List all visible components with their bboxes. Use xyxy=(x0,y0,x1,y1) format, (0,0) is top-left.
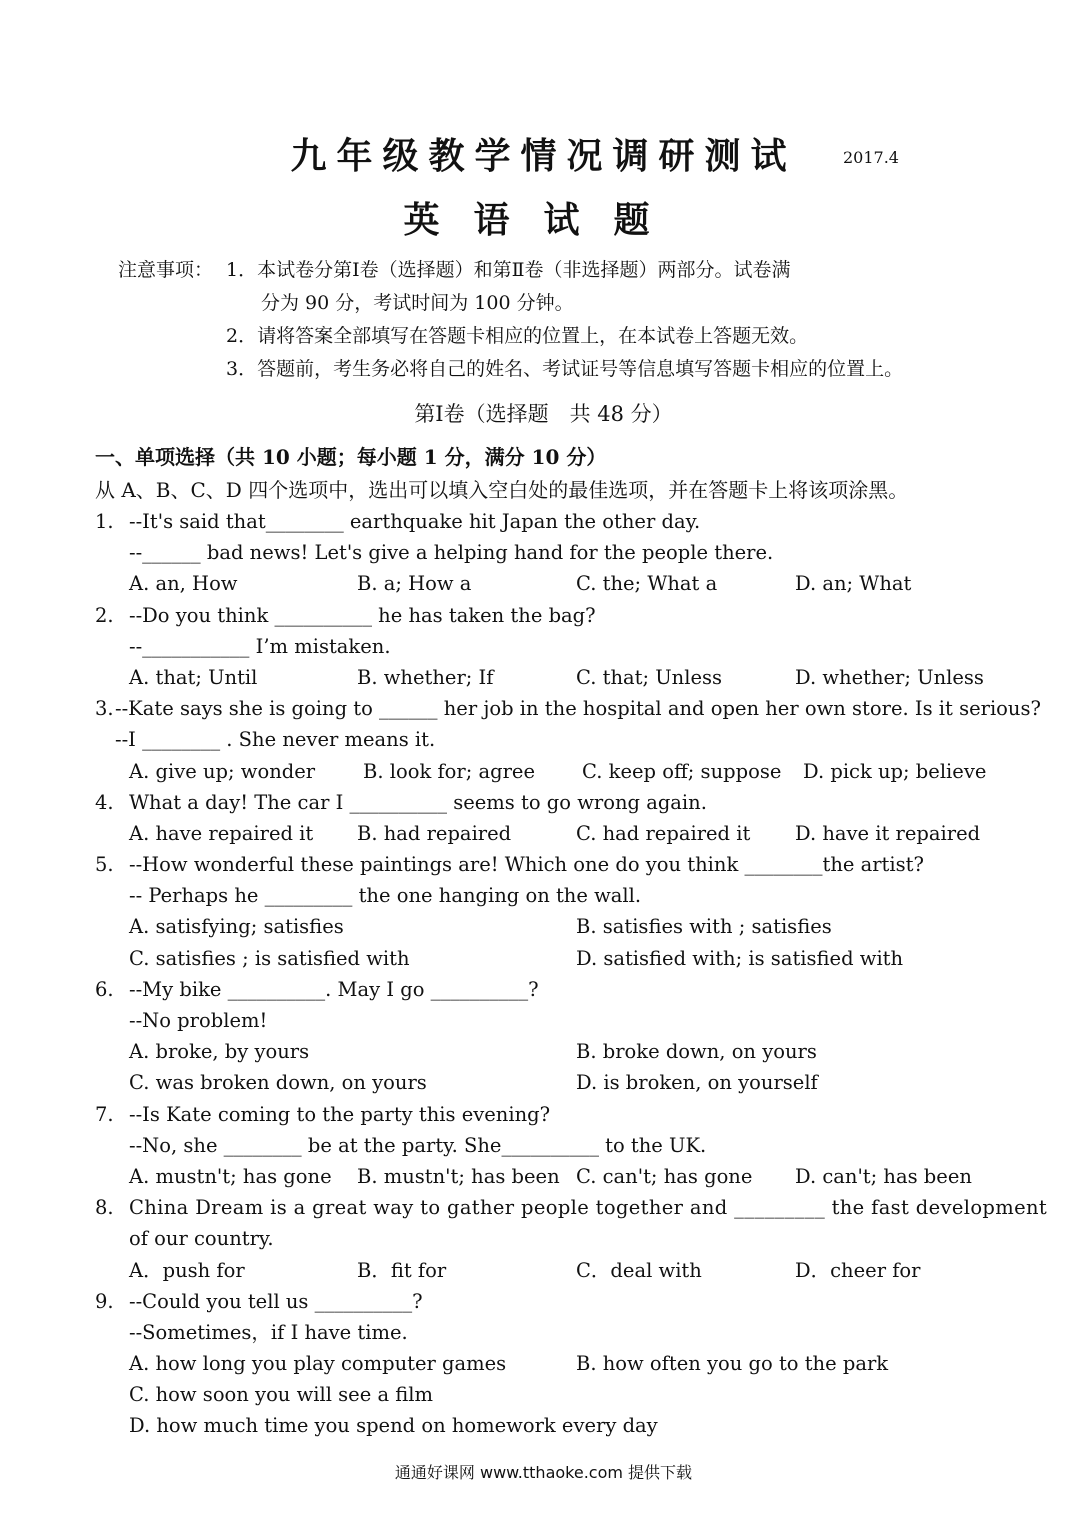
option-row xyxy=(95,1348,995,1379)
question-text: --Do you think __________ he has taken the bag? xyxy=(129,603,596,627)
option-b: B. whether; If xyxy=(357,665,494,689)
question-text: --I ________ . She never means it. xyxy=(115,728,436,752)
option-a: A. give up; wonder xyxy=(129,759,316,783)
exam-date: 2017.4 xyxy=(843,148,899,167)
option-c: C. was broken down, on yours xyxy=(129,1071,427,1095)
question-text: --______ bad news! Let's give a helping hand for the people there. xyxy=(129,541,774,565)
option-d: D．cheer for xyxy=(795,1258,921,1282)
option-a: A. that; Until xyxy=(129,665,258,689)
footer-text: 通通好课网 www.tthaoke.com 提供下载 xyxy=(394,1463,693,1482)
option-row xyxy=(95,943,995,974)
question-line xyxy=(95,1317,995,1348)
note-item: 1．本试卷分第Ⅰ卷（选择题）和第Ⅱ卷（非选择题）两部分。试卷满 xyxy=(226,259,791,281)
option-a: A. have repaired it xyxy=(129,821,314,845)
option-row xyxy=(95,818,995,849)
option-d: D. is broken, on yourself xyxy=(576,1071,818,1095)
question-line xyxy=(95,1005,995,1036)
part-instruction: 从 A、B、C、D 四个选项中，选出可以填入空白处的最佳选项，并在答题卡上将该项涂黑。 xyxy=(95,478,909,502)
option-d: D. whether; Unless xyxy=(795,665,984,689)
note-row-1 xyxy=(118,254,1048,287)
question-line xyxy=(95,849,995,880)
option-d: D. pick up; believe xyxy=(803,759,987,783)
question-text: --No, she ________ be at the party. She__________ to the UK. xyxy=(129,1133,707,1157)
option-c: C. had repaired it xyxy=(576,821,751,845)
note-row-2 xyxy=(118,287,1048,320)
question-text: --My bike __________. May I go __________? xyxy=(129,977,539,1001)
question-line xyxy=(95,537,995,568)
question-number: 1. xyxy=(95,510,114,533)
question-number: 3. xyxy=(95,697,114,721)
option-d: D. have it repaired xyxy=(795,821,981,845)
question-line xyxy=(95,1223,995,1254)
note-item: 分为 90 分，考试时间为 100 分钟。 xyxy=(261,292,574,314)
question-text: --No problem! xyxy=(129,1009,268,1032)
note-row-4 xyxy=(118,353,1048,386)
notes-label: 注意事项： xyxy=(118,259,214,281)
section-heading: 第Ⅰ卷（选择题 共 48 分） xyxy=(414,402,673,426)
option-c: C. satisfies ; is satisfied with xyxy=(129,946,410,970)
option-b: B．fit for xyxy=(357,1258,447,1282)
question-line xyxy=(95,1192,1048,1223)
note-row-3 xyxy=(118,320,1048,353)
question-text: --How wonderful these paintings are! Which one do you think ________the artist? xyxy=(129,853,924,877)
option-d: D. an; What xyxy=(795,572,912,596)
title-row xyxy=(0,128,1087,179)
note-item: 2．请将答案全部填写在答题卡相应的位置上，在本试卷上答题无效。 xyxy=(226,325,809,347)
question-line xyxy=(95,880,995,911)
option-row xyxy=(95,1379,995,1410)
question-text: --___________ I’m mistaken. xyxy=(129,634,391,658)
question-text: --Kate says she is going to ______ her job in the hospital and open her own store. Is it serious? xyxy=(115,697,1041,721)
question-number: 7. xyxy=(95,1102,114,1126)
exam-title: 九年级教学情况调研测试 xyxy=(290,135,797,177)
option-row xyxy=(95,1255,995,1286)
question-line xyxy=(95,787,995,818)
question-number: 4. xyxy=(95,790,114,814)
option-a: A. satisfying; satisfies xyxy=(129,915,344,939)
option-c: C. keep off; suppose xyxy=(582,759,782,783)
question-text: -- Perhaps he _________ the one hanging on the wall. xyxy=(129,884,642,908)
option-d: D. satisfied with; is satisfied with xyxy=(576,946,904,970)
option-b: B. how often you go to the park xyxy=(576,1352,889,1376)
notes xyxy=(118,254,1048,386)
question-text: --Could you tell us __________? xyxy=(129,1289,423,1313)
option-a: A. an, How xyxy=(129,572,238,596)
option-d: D. can't; has been xyxy=(795,1164,972,1188)
option-row xyxy=(95,568,995,599)
question-number: 8. xyxy=(95,1196,114,1220)
question-line xyxy=(95,506,995,537)
question-text: --It's said that________ earthquake hit Japan the other day. xyxy=(129,510,701,533)
question-line xyxy=(95,724,995,755)
question-line xyxy=(95,1286,995,1317)
part-heading: 一、单项选择（共 10 小题；每小题 1 分，满分 10 分） xyxy=(95,445,607,469)
option-row xyxy=(95,1161,995,1192)
option-c: C. how soon you will see a film xyxy=(129,1383,434,1407)
question-number: 6. xyxy=(95,977,114,1001)
question-number: 2. xyxy=(95,603,114,627)
option-c: C. can't; has gone xyxy=(576,1164,753,1188)
option-b: B. had repaired xyxy=(357,821,512,845)
question-line xyxy=(95,693,1041,724)
question-text: What a day! The car I __________ seems to go wrong again. xyxy=(129,790,707,814)
question-line xyxy=(95,974,995,1005)
option-row xyxy=(95,1036,995,1067)
option-a: A．push for xyxy=(129,1258,245,1282)
question-text: --Is Kate coming to the party this evening? xyxy=(129,1102,551,1126)
option-row xyxy=(95,1067,995,1098)
question-text: of our country. xyxy=(129,1227,274,1251)
option-b: B. mustn't; has been xyxy=(357,1164,560,1188)
option-c: C．deal with xyxy=(576,1258,702,1282)
note-item: 3．答题前，考生务必将自己的姓名、考试证号等信息填写答题卡相应的位置上。 xyxy=(226,358,904,380)
option-b: B. broke down, on yours xyxy=(576,1040,817,1064)
question-number: 5. xyxy=(95,853,114,877)
option-b: B. a; How a xyxy=(357,572,472,596)
question-line xyxy=(95,631,995,662)
option-b: B. look for; agree xyxy=(363,759,536,783)
question-number: 9. xyxy=(95,1289,114,1313)
option-c: C. that; Unless xyxy=(576,665,723,689)
question-text: --Sometimes，if I have time. xyxy=(129,1320,408,1344)
exam-subtitle: 英语试题 xyxy=(403,199,684,241)
option-b: B. satisfies with ; satisfies xyxy=(576,915,832,939)
option-row xyxy=(95,1410,995,1441)
option-a: A. mustn't; has gone xyxy=(129,1164,332,1188)
option-row xyxy=(95,662,995,693)
question-text: China Dream is a great way to gather people together and _________ the fast development xyxy=(129,1196,1048,1220)
option-d: D. how much time you spend on homework every day xyxy=(129,1414,658,1438)
question-line xyxy=(95,600,995,631)
option-row xyxy=(95,911,995,942)
question-line xyxy=(95,1130,995,1161)
question-line xyxy=(95,1099,995,1130)
option-a: A. broke, by yours xyxy=(129,1040,310,1064)
question-list xyxy=(95,506,1048,1442)
option-c: C. the; What a xyxy=(576,572,718,596)
option-a: A. how long you play computer games xyxy=(129,1352,507,1376)
option-row xyxy=(95,756,995,787)
